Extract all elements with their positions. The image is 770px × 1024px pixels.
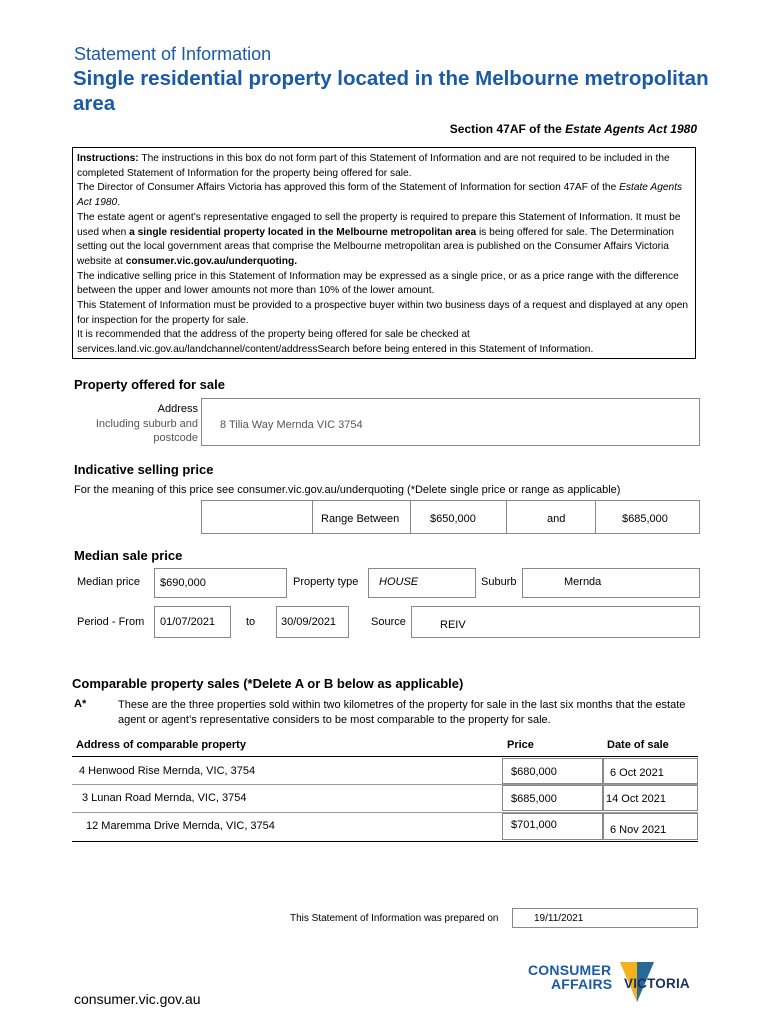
and-label: and <box>547 513 566 525</box>
logo-victoria: VICTORIA <box>624 976 690 991</box>
table-row-3-address: 12 Maremma Drive Mernda, VIC, 3754 <box>86 820 275 832</box>
col-date-header: Date of sale <box>607 739 669 751</box>
instructions-text-1: The instructions in this box do not form part of this Statement of Information and are not required to be included in the completed Statement of Information for the property being offered for sale. <box>77 153 670 179</box>
table-row-1-date: 6 Oct 2021 <box>610 767 664 779</box>
table-row-1-price: $680,000 <box>511 766 557 778</box>
address-field[interactable] <box>201 398 700 446</box>
instructions-p2 <box>77 181 691 210</box>
address-label-suburb: Including suburb and <box>95 417 198 430</box>
table-row-2-price: $685,000 <box>511 793 557 805</box>
instructions-act: Estate Agents Act 1980 <box>77 182 683 209</box>
period-to-value: 30/09/2021 <box>281 616 337 628</box>
table-row-1-address: 4 Henwood Rise Mernda, VIC, 3754 <box>79 765 256 777</box>
instructions-p6: It is recommended that the address of the property being offered for sale be checked at services.land.vic.gov.au/landchannel/content/addressSearch before being entered in this Statement of Information. <box>77 329 594 356</box>
suburb-value: Mernda <box>564 576 602 588</box>
period-to-label: to <box>246 616 256 628</box>
instructions-box <box>72 147 696 359</box>
instructions-p1 <box>77 152 691 181</box>
table-row-3-price-field[interactable] <box>502 813 603 840</box>
table-row-3-date: 6 Nov 2021 <box>610 824 667 836</box>
address-label-postcode: postcode <box>153 432 198 444</box>
property-type-value: HOUSE <box>379 576 419 588</box>
prepared-on-label: This Statement of Information was prepared on <box>290 913 499 924</box>
comparable-section-title: Comparable property sales (*Delete A or B below as applicable) <box>72 676 464 691</box>
cav-logo <box>528 960 703 1008</box>
option-a-marker: A* <box>74 698 87 710</box>
period-to-field[interactable] <box>276 606 349 638</box>
median-price-field[interactable] <box>154 568 287 598</box>
form-subtitle: Statement of Information <box>74 44 272 64</box>
range-high-field[interactable] <box>595 500 700 534</box>
instructions-p5: This Statement of Information must be provided to a prospective buyer within two business days of a request and displayed at any open for inspection for the property for sale. <box>77 300 689 326</box>
table-row-2-date-field[interactable] <box>603 785 698 811</box>
range-between-label: Range Between <box>321 513 400 525</box>
instructions-p3 <box>77 211 691 270</box>
median-section-title: Median sale price <box>74 548 183 563</box>
source-field[interactable] <box>411 606 700 638</box>
form-title: Single residential property located in the Melbourne metropolitan area <box>73 67 709 115</box>
single-price-field[interactable] <box>201 500 313 534</box>
table-row-3-price: $701,000 <box>511 819 557 831</box>
property-type-label: Property type <box>293 576 359 588</box>
address-label: Address <box>157 403 198 415</box>
median-price-label: Median price <box>77 576 140 588</box>
col-price-header: Price <box>507 739 534 751</box>
range-low-value: $650,000 <box>430 513 476 525</box>
period-from-value: 01/07/2021 <box>160 616 216 628</box>
suburb-label: Suburb <box>481 576 517 588</box>
range-low-field[interactable] <box>410 500 507 534</box>
underquoting-link[interactable]: consumer.vic.gov.au/underquoting. <box>125 255 298 267</box>
address-label-block <box>96 402 198 446</box>
address-value: 8 Tilia Way Mernda VIC 3754 <box>220 419 363 431</box>
property-section-title: Property offered for sale <box>74 377 225 392</box>
instructions-text-2: The Director of Consumer Affairs Victoria has approved this form of the Statement of Information for section 47AF of the <box>77 182 620 194</box>
instructions-p4: The indicative selling price in this Statement of Information may be expressed as a single price, or as a price range with the difference between the upper and lower amounts not more than 10% of the lower amount. <box>77 270 679 297</box>
col-address-header: Address of comparable property <box>76 739 246 751</box>
table-row-1-date-field[interactable] <box>603 758 698 784</box>
period-from-field[interactable] <box>154 606 231 638</box>
source-label: Source <box>371 616 406 628</box>
suburb-field[interactable] <box>522 568 700 598</box>
table-row-2-price-field[interactable] <box>502 785 603 811</box>
section-prefix: Section 47AF of the <box>449 122 566 136</box>
table-row-3-date-field[interactable] <box>603 813 698 840</box>
instructions-label: Instructions: <box>77 153 139 164</box>
indicative-note: For the meaning of this price see consumer.vic.gov.au/underquoting (*Delete single price or range as applicable) <box>74 484 621 496</box>
table-row-2-address: 3 Lunan Road Mernda, VIC, 3754 <box>82 792 247 804</box>
comparable-description: These are the three properties sold within two kilometres of the property for sale in the last six months that the estate agent or agent’s representative considers to be most comparable to the property for sale. <box>118 699 686 726</box>
period-from-label: Period - From <box>77 616 145 628</box>
median-price-value: $690,000 <box>160 577 206 589</box>
table-row-2-date: 14 Oct 2021 <box>606 793 666 805</box>
instructions-text-3b: is being offered for sale. The Determination setting out the local government areas that comprise the Melbourne metropolitan area is published on the Consumer Affairs Victoria website at <box>77 226 674 267</box>
section-reference <box>450 122 697 136</box>
instructions-text-3a: The estate agent or agent’s representative engaged to sell the property is required to prepare this Statement of Information. It must be used when <box>77 211 681 238</box>
prepared-date-value: 19/11/2021 <box>534 913 584 924</box>
property-type-field[interactable] <box>368 568 476 598</box>
range-high-value: $685,000 <box>622 513 668 525</box>
table-bottom-rule <box>72 841 698 842</box>
indicative-section-title: Indicative selling price <box>74 462 214 477</box>
section-act: Estate Agents Act 1980 <box>565 122 697 136</box>
instructions-text-2-end: . <box>117 197 121 209</box>
logo-consumer: CONSUMER <box>528 962 612 978</box>
table-row-1-price-field[interactable] <box>502 758 603 784</box>
prepared-date-field[interactable] <box>512 908 698 928</box>
source-value: REIV <box>440 619 466 631</box>
comparable-table <box>72 757 698 841</box>
footer-url[interactable]: consumer.vic.gov.au <box>74 991 201 1007</box>
logo-affairs: AFFAIRS <box>551 976 613 992</box>
instructions-text-3-bold: a single residential property located in the Melbourne metropolitan area <box>129 226 477 238</box>
